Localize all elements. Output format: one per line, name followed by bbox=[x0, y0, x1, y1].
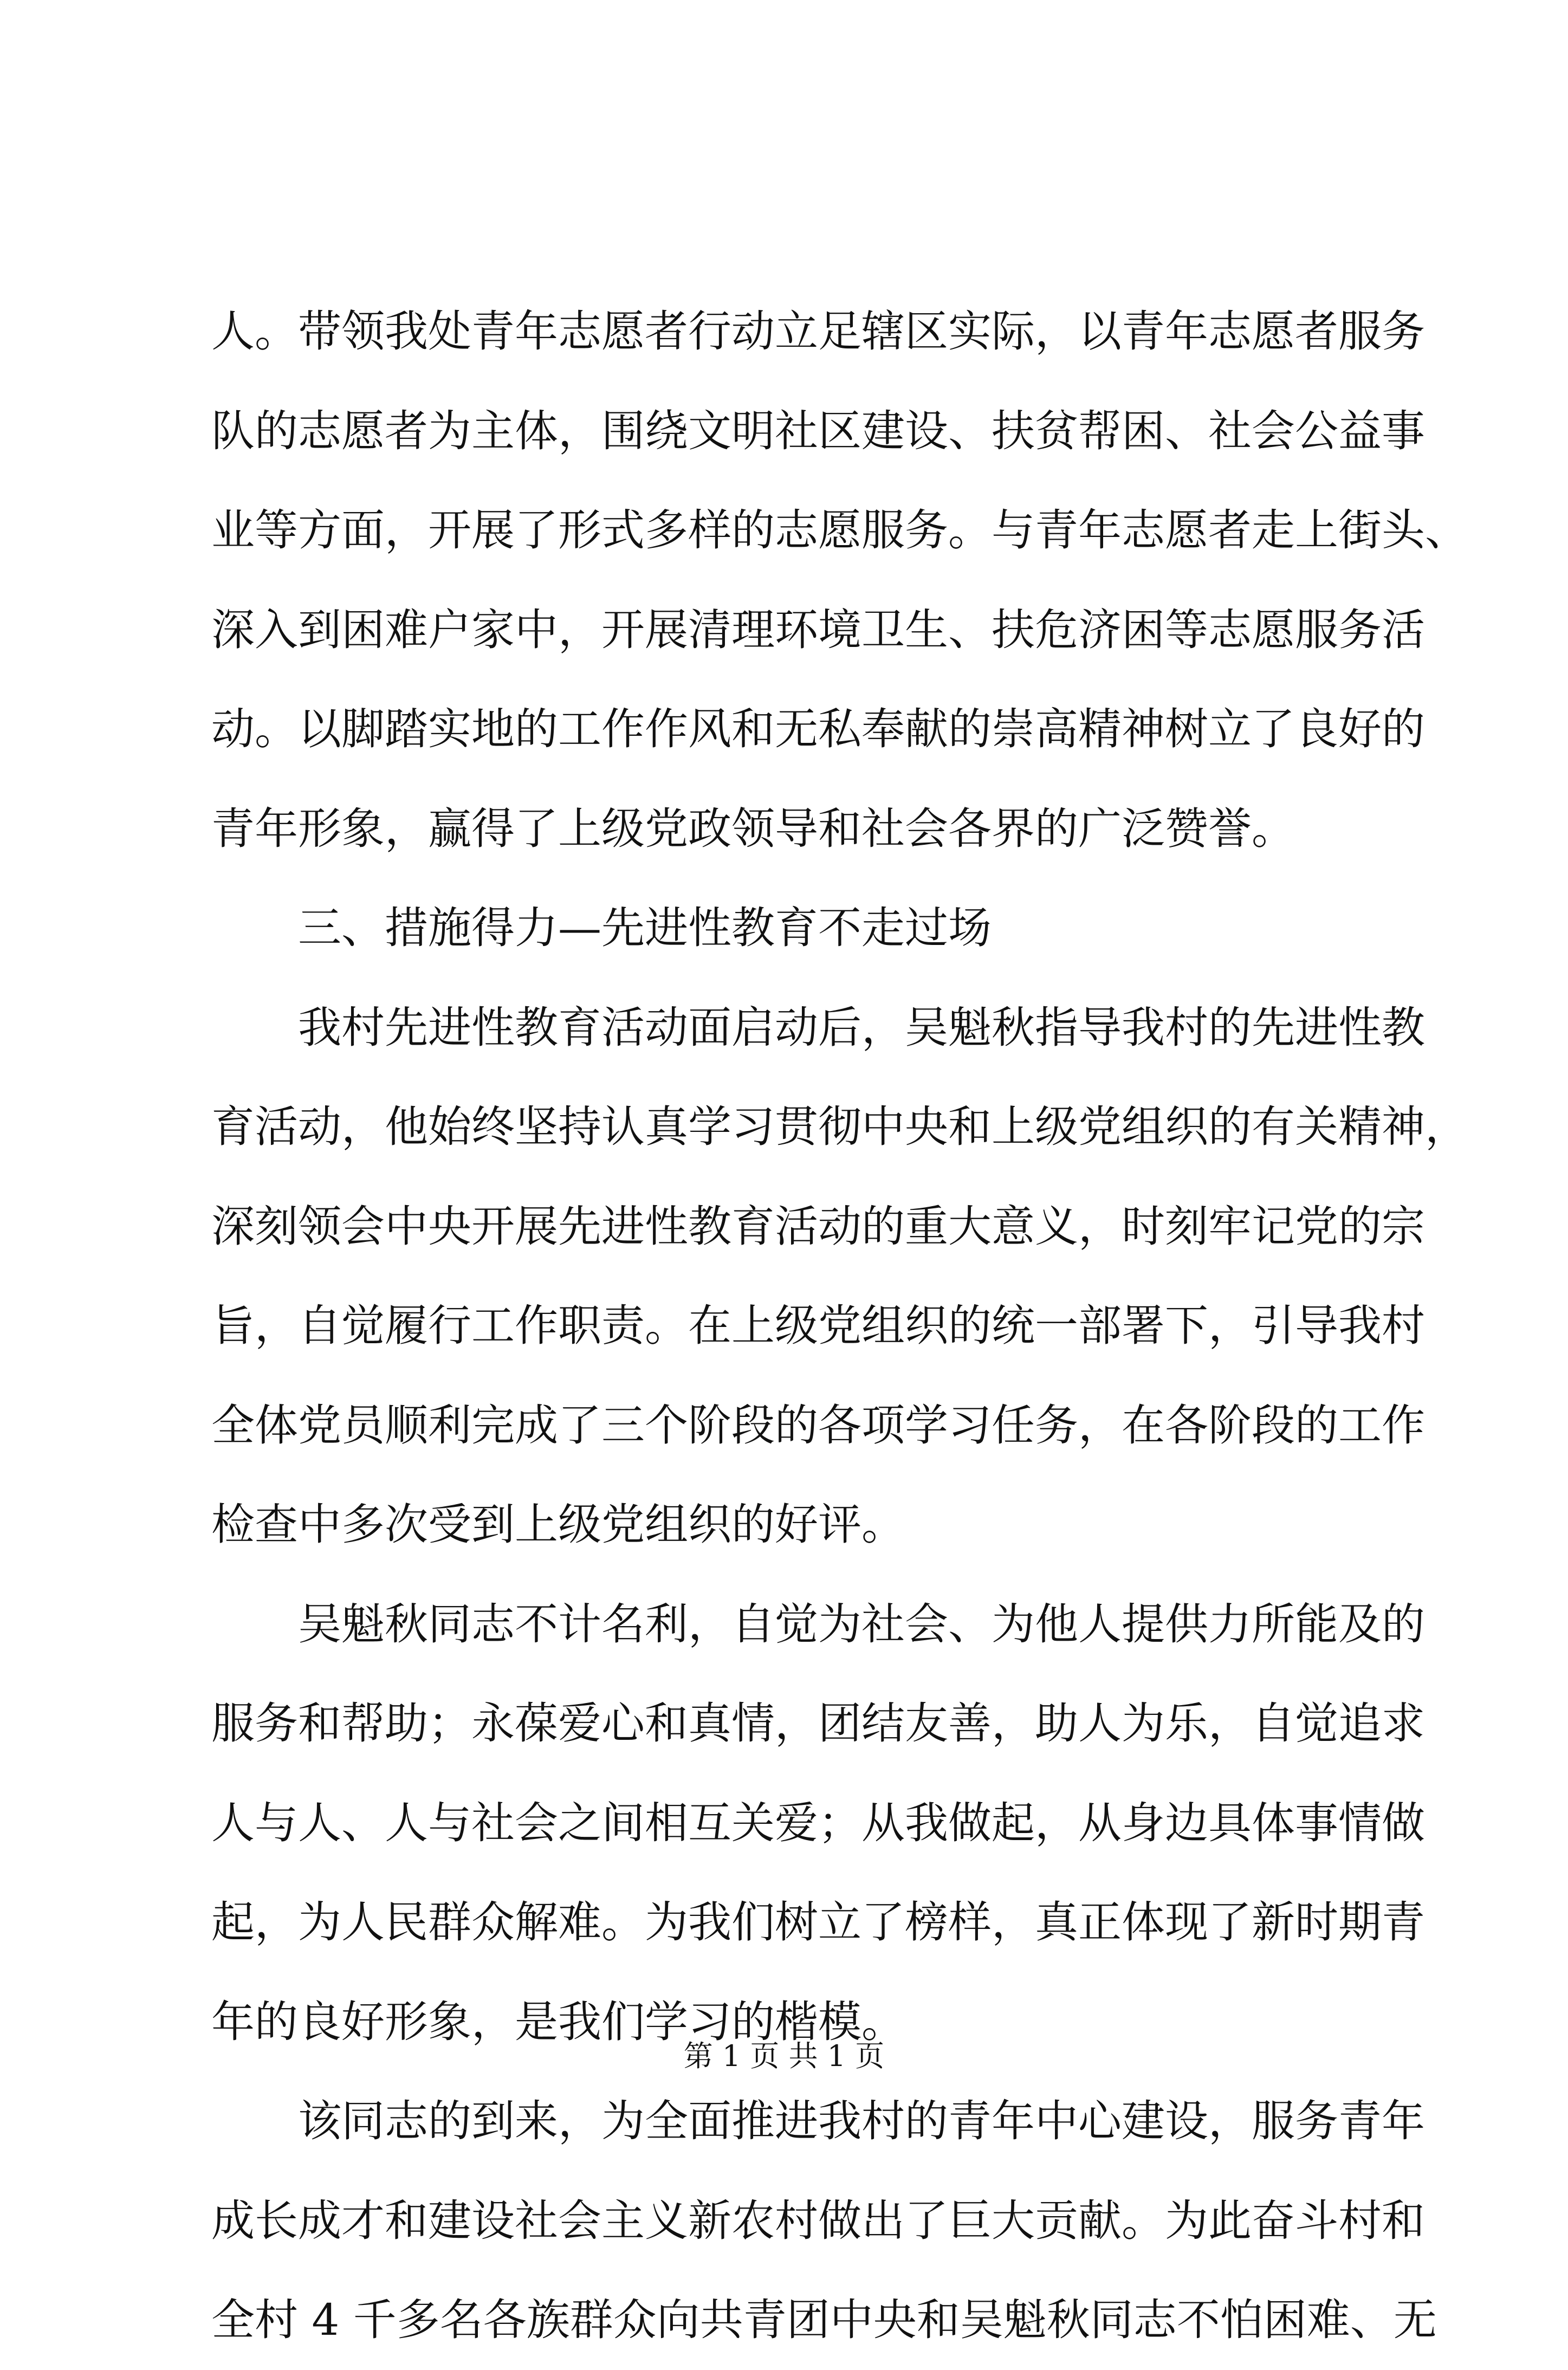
text-line: 旨，自觉履行工作职责。在上级党组织的统一部署下，引导我村 bbox=[211, 1300, 1425, 1351]
text-line: 人与人、人与社会之间相互关爱；从我做起，从身边具体事情做 bbox=[211, 1797, 1425, 1848]
text-line: 人。带领我处青年志愿者行动立足辖区实际，以青年志愿者服务 bbox=[211, 306, 1425, 357]
text-line: 吴魁秋同志不计名利，自觉为社会、为他人提供力所能及的 bbox=[298, 1598, 1425, 1649]
text-line: 年的良好形象，是我们学习的楷模。 bbox=[211, 1996, 905, 2047]
text-line: 服务和帮助；永葆爱心和真情，团结友善，助人为乐，自觉追求 bbox=[211, 1698, 1425, 1749]
text-line: 成长成才和建设社会主义新农村做出了巨大贡献。为此奋斗村和 bbox=[211, 2195, 1425, 2246]
text-line: 该同志的到来，为全面推进我村的青年中心建设，服务青年 bbox=[298, 2096, 1425, 2146]
text-line: 我村先进性教育活动面启动后，吴魁秋指导我村的先进性教 bbox=[298, 1002, 1425, 1053]
text-line: 全体党员顺利完成了三个阶段的各项学习任务，在各阶段的工作 bbox=[211, 1400, 1425, 1451]
text-line: 青年形象，赢得了上级党政领导和社会各界的广泛赞誉。 bbox=[211, 803, 1295, 854]
page-footer: 第 1 页 共 1 页 bbox=[683, 2039, 885, 2073]
text-line: 深刻领会中央开展先进性教育活动的重大意义，时刻牢记党的宗 bbox=[211, 1201, 1425, 1252]
text-line: 检查中多次受到上级党组织的好评。 bbox=[211, 1499, 905, 1550]
text-line: 业等方面，开展了形式多样的志愿服务。与青年志愿者走上街头、 bbox=[211, 505, 1468, 555]
text-line: 动。以脚踏实地的工作作风和无私奉献的崇高精神树立了良好的 bbox=[211, 704, 1425, 754]
text-line: 育活动，他始终坚持认真学习贯彻中央和上级党组织的有关精神， bbox=[211, 1102, 1468, 1152]
text-line: 深入到困难户家中，开展清理环境卫生、扶危济困等志愿服务活 bbox=[211, 604, 1425, 655]
text-line: 起，为人民群众解难。为我们树立了榜样，真正体现了新时期青 bbox=[211, 1897, 1425, 1947]
text-line: 全村 4 千多名各族群众向共青团中央和吴魁秋同志不怕困难、无 bbox=[211, 2295, 1437, 2345]
text-line: 三、措施得力—先进性教育不走过场 bbox=[298, 903, 992, 953]
text-line: 队的志愿者为主体，围绕文明社区建设、扶贫帮困、社会公益事 bbox=[211, 405, 1425, 456]
